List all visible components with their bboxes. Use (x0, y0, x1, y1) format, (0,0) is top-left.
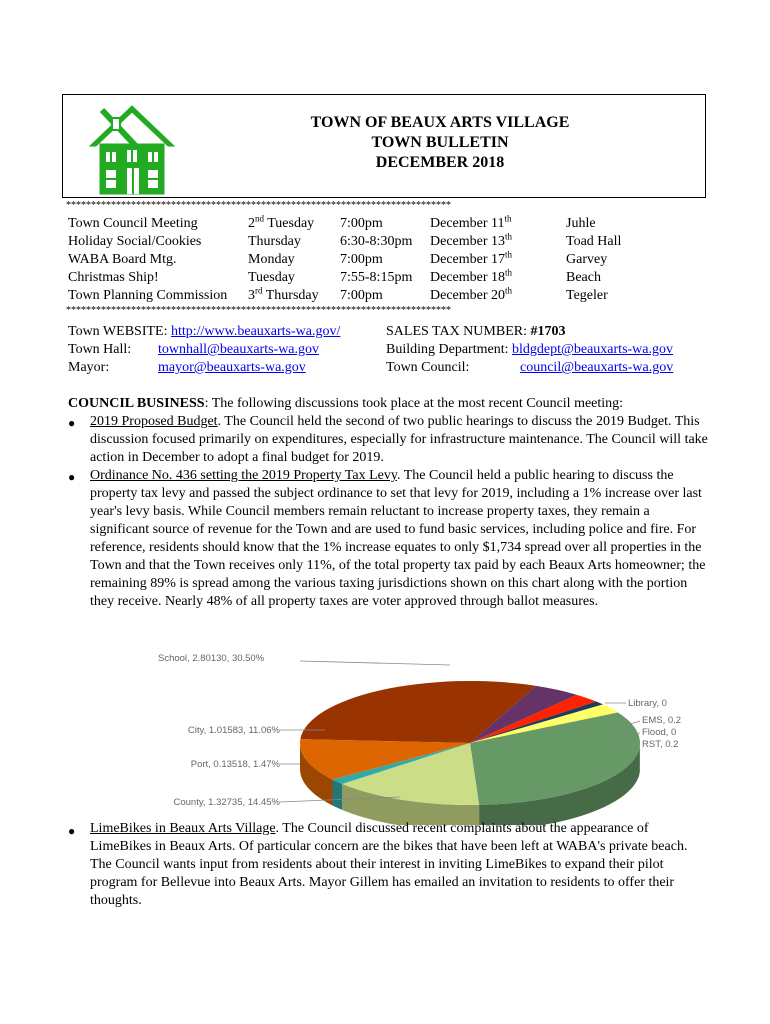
bullet-icon: ● (68, 416, 76, 430)
separator-top: ***************************************************************************** (66, 200, 451, 211)
item-budget: 2019 Proposed Budget. The Council held the second of two public hearings to discuss the 2019 Budget. This discussion focused primarily on expenditures, especially for infrastructure maintenance. The Council will take action in December to adopt a final budget for 2019. (90, 414, 708, 465)
meeting-location: Juhle (566, 216, 596, 231)
pie-label-county: County, 1.32735, 14.45% (173, 797, 280, 808)
mayor-label: Mayor: (68, 360, 110, 375)
pie-label-ems: EMS, 0.2 (642, 715, 682, 726)
building-line: Building Department: bldgdept@beauxarts-wa.gov (386, 342, 673, 357)
townhall-label: Town Hall: (68, 342, 132, 357)
meeting-day: Monday (248, 252, 295, 267)
bullet-icon: ● (68, 470, 76, 484)
meeting-day: Tuesday (248, 270, 295, 285)
meeting-name: Holiday Social/Cookies (68, 234, 202, 249)
pie-label-city: City, 1.01583, 11.06% (187, 725, 280, 736)
meeting-time: 7:00pm (340, 252, 383, 267)
meeting-location: Tegeler (566, 288, 608, 303)
pie-label-school: School, 2.80130, 30.50% (158, 653, 265, 664)
meeting-location: Garvey (566, 252, 608, 267)
town-house-logo-icon (82, 104, 182, 196)
meeting-time: 6:30-8:30pm (340, 234, 413, 249)
property-tax-pie-chart (150, 645, 710, 825)
meeting-name: Town Council Meeting (68, 216, 198, 231)
meeting-day: Thursday (248, 234, 301, 249)
meeting-location: Beach (566, 270, 601, 285)
pie-label-rst: RST, 0.2 (642, 739, 679, 750)
item-ordinance: Ordinance No. 436 setting the 2019 Property Tax Levy. The Council held a public hearing to discuss the property tax levy and passed the subject ordinance to set that levy for 2019, including a 1% increase over last year's levy basis. While Council members remain reluctant to increase property taxes, they remain a significant source of revenue for the Town and are used to fund basic services, including police and fire. For reference, residents should know that the 1% increase equates to only $1,734 spread over all properties in the Town and that the Town receives only 11%, of the total property tax paid by each Beaux Arts homeowner; the remaining 89% is spread among the various taxing jurisdictions shown on this chart along with the portion they receive. Nearly 48% of all property taxes are voter approved through ballot measures. (90, 468, 706, 609)
pie-slice-side-port (333, 779, 343, 809)
bulletin-date: DECEMBER 2018 (375, 154, 505, 171)
bullet-icon: ● (68, 824, 76, 838)
meeting-name: WABA Board Mtg. (68, 252, 177, 267)
meeting-time: 7:55-8:15pm (340, 270, 413, 285)
pie-label-port: Port, 0.13518, 1.47% (190, 759, 280, 770)
council-business-intro: COUNCIL BUSINESS: The following discussions took place at the most recent Council meeting: (68, 396, 624, 411)
meeting-date: December 11th (430, 213, 512, 231)
meeting-date: December 20th (430, 285, 513, 303)
bulletin-title: TOWN BULLETIN (371, 134, 509, 151)
building-email-link[interactable]: bldgdept@beauxarts-wa.gov (511, 342, 673, 357)
council-label: Town Council: (386, 360, 470, 375)
pie-label-flood: Flood, 0 (642, 727, 677, 738)
townhall-email-link[interactable]: townhall@beauxarts-wa.gov (158, 342, 320, 357)
meeting-name: Christmas Ship! (68, 270, 159, 285)
meeting-date: December 13th (430, 231, 513, 249)
pie-label-library: Library, 0 (628, 698, 667, 709)
meeting-time: 7:00pm (340, 288, 383, 303)
meeting-name: Town Planning Commission (68, 288, 228, 303)
item-limebikes: LimeBikes in Beaux Arts Village. The Council discussed recent complaints about the appearance of LimeBikes in Beaux Arts. Of particular concern are the bikes that have been left at WABA's private beach. The Council wants input from residents about their interest in inviting LimeBikes to expand their pilot program for Bellevue into Beaux Arts. Mayor Gillem has emailed an invitation to residents to offer their thoughts. (90, 821, 688, 908)
separator-bottom: ***************************************************************************** (66, 305, 451, 316)
sales-tax-line: SALES TAX NUMBER: #1703 (386, 324, 566, 339)
meeting-day: 2nd Tuesday (248, 213, 315, 231)
council-email-link[interactable]: council@beauxarts-wa.gov (520, 360, 674, 375)
pie-leader-line (300, 661, 450, 665)
website-line: Town WEBSITE: http://www.beauxarts-wa.gov/ (68, 324, 341, 339)
meeting-time: 7:00pm (340, 216, 383, 231)
website-link[interactable]: http://www.beauxarts-wa.gov/ (170, 324, 341, 339)
meeting-date: December 17th (430, 249, 513, 267)
bulletin-title-town: TOWN OF BEAUX ARTS VILLAGE (310, 114, 570, 131)
mayor-email-link[interactable]: mayor@beauxarts-wa.gov (158, 360, 306, 375)
meeting-date: December 18th (430, 267, 513, 285)
meeting-day: 3rd Thursday (248, 285, 319, 303)
meeting-location: Toad Hall (566, 234, 622, 249)
